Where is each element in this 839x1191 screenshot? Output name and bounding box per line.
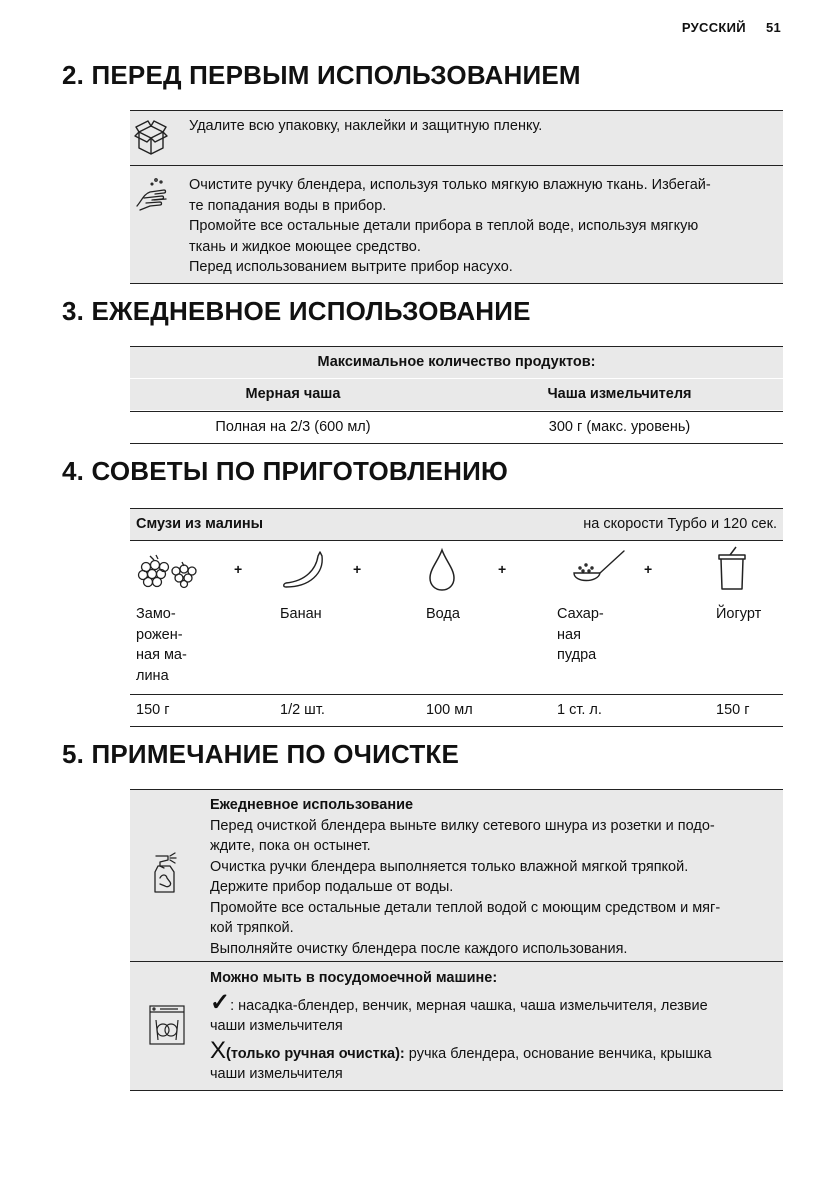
table-title: Максимальное количество продуктов:	[130, 347, 783, 378]
section-5-title: 5. ПРИМЕЧАНИЕ ПО ОЧИСТКЕ	[62, 739, 460, 769]
box-package-icon	[134, 118, 168, 156]
divider	[130, 283, 783, 284]
cross-mark-icon: X	[210, 1036, 227, 1064]
plus-sign: +	[353, 561, 362, 577]
text-line: чаши измельчителя	[210, 1018, 343, 1034]
name-line: Сахар-	[557, 606, 604, 622]
text-line: кой тряпкой.	[210, 920, 294, 936]
plus-sign: +	[498, 561, 507, 577]
section-4-title: 4. СОВЕТЫ ПО ПРИГОТОВЛЕНИЮ	[62, 456, 509, 486]
daily-cleaning-row	[130, 790, 783, 961]
dishwasher-title: Можно мыть в посудомоечной машине:	[210, 970, 498, 986]
unpack-text: Удалите всю упаковку, наклейки и защитную пленку.	[189, 118, 543, 134]
table-header-row	[130, 379, 783, 410]
check-mark-icon: ✓	[210, 988, 231, 1016]
banana-icon	[280, 549, 326, 591]
text-line: Очистка ручки блендера выполняется только влажной мягкой тряпкой.	[210, 858, 689, 875]
text-line: Выполняйте очистку блендера после каждого использования.	[210, 940, 628, 957]
ingredient-yogurt: Йогурт	[716, 606, 762, 622]
text-line: ткань и жидкое моющее средство.	[189, 238, 421, 255]
raspberry-icon	[136, 551, 202, 589]
dishwasher-safe-line	[210, 988, 712, 1017]
yogurt-cup-icon	[716, 545, 748, 593]
divider	[130, 443, 783, 444]
ingredient-sugar	[557, 604, 604, 666]
daily-cleaning-text	[210, 795, 720, 959]
hand-wash-label: (только ручная очистка):	[226, 1045, 405, 1062]
powdered-sugar-spoon-icon	[570, 547, 626, 589]
text-line: Перед очисткой блендера выньте вилку сетевого шнура из розетки и подо-	[210, 817, 715, 834]
text-line: Промойте все остальные детали теплой водой с моющим средством и мяг-	[210, 899, 721, 916]
dishwasher-text	[210, 968, 712, 1085]
clean-before-text	[189, 175, 711, 278]
page-number: 51	[765, 20, 781, 35]
text-line: Очистите ручку блендера, используя только мягкую влажную ткань. Избегай-	[189, 177, 711, 193]
language-label: РУССКИЙ	[681, 20, 746, 35]
ingredient-names-row	[130, 604, 783, 694]
water-drop-icon	[426, 547, 458, 593]
text-line: Промойте все остальные детали прибора в теплой воде, используя мягкую	[189, 218, 699, 234]
amount-raspberry: 150 г	[136, 702, 170, 718]
divider	[130, 1090, 783, 1091]
text-line: чаши измельчителя	[210, 1066, 343, 1082]
plus-sign: +	[644, 561, 653, 577]
spray-cleaning-icon	[150, 852, 184, 896]
section-3-title: 3. ЕЖЕДНЕВНОЕ ИСПОЛЬЗОВАНИЕ	[62, 296, 531, 326]
name-line: лина	[136, 667, 169, 684]
hand-washing-icon	[134, 176, 172, 214]
amount-sugar: 1 ст. л.	[557, 702, 602, 718]
text-line: те попадания воды в прибор.	[189, 197, 387, 214]
text-line: Держите прибор подальше от воды.	[210, 879, 454, 895]
ingredient-icons-row	[130, 541, 783, 601]
hand-wash-text: ручка блендера, основание венчика, крышка	[404, 1045, 712, 1062]
table-value-row	[130, 412, 783, 443]
page-header	[662, 20, 781, 35]
text-line: Перед использованием вытрите прибор насухо.	[189, 259, 513, 275]
name-line: рожен-	[136, 626, 183, 643]
ingredient-amounts-row	[130, 695, 783, 726]
name-line: ная	[557, 626, 581, 643]
amount-banana: 1/2 шт.	[280, 702, 325, 718]
recipe-speed: на скорости Турбо и 120 сек.	[583, 516, 777, 532]
col-measuring-cup: Мерная чаша	[245, 386, 341, 402]
ingredient-water: Вода	[426, 606, 460, 622]
value-measuring-cup: Полная на 2/3 (600 мл)	[215, 419, 371, 435]
amount-water: 100 мл	[426, 702, 473, 718]
ingredient-banana: Банан	[280, 606, 322, 622]
name-line: ная ма-	[136, 647, 187, 663]
unpack-row	[130, 111, 783, 165]
plus-sign: +	[234, 561, 243, 577]
name-line: Замо-	[136, 606, 176, 622]
dishwasher-row	[130, 962, 783, 1090]
dishwasher-safe-text: : насадка-блендер, венчик, мерная чашка, чаша измельчителя, лезвие	[230, 997, 708, 1014]
section-2-title: 2. ПЕРЕД ПЕРВЫМ ИСПОЛЬЗОВАНИЕМ	[62, 60, 581, 90]
value-chopper-bowl: 300 г (макс. уровень)	[548, 419, 691, 435]
amount-yogurt: 150 г	[716, 702, 750, 718]
recipe-header	[130, 509, 783, 540]
recipe-name: Смузи из малины	[136, 516, 264, 532]
daily-title: Ежедневное использование	[210, 797, 414, 813]
dishwasher-icon	[148, 1004, 186, 1046]
col-chopper-bowl: Чаша измельчителя	[547, 386, 692, 402]
divider	[130, 726, 783, 727]
clean-before-row	[130, 166, 783, 283]
text-line: ждите, пока он остынет.	[210, 838, 371, 854]
hand-wash-line	[210, 1036, 712, 1065]
ingredient-raspberry	[136, 604, 187, 686]
name-line: пудра	[557, 647, 597, 663]
